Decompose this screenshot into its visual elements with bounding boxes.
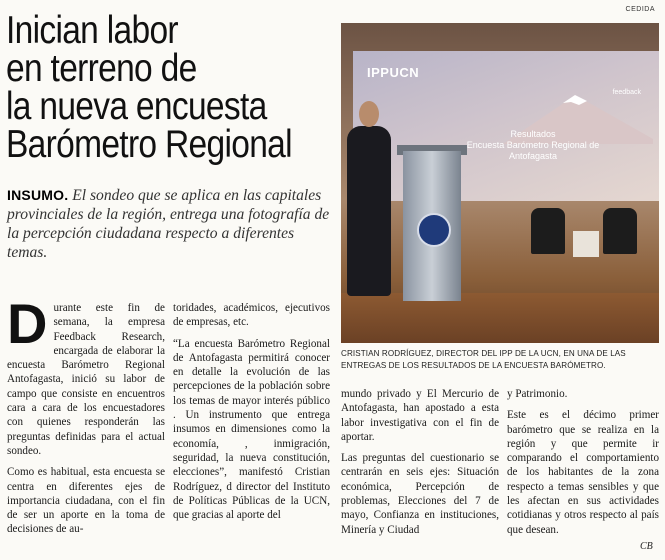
headline [6, 9, 292, 166]
photo-credit: CEDIDA [625, 6, 655, 13]
stage-chair [531, 208, 565, 254]
lede-kicker: INSUMO. [7, 187, 69, 203]
lede-text: El sondeo que se aplica en las capitales provinciales de la región, entrega una fotografía de la percepción ciudadana respecto a diferentes temas. [7, 187, 330, 261]
paragraph: Este es el décimo primer barómetro que se realiza en la región y que permite ir comparando el comportamiento de los habitantes de la zona respecto a temas sensibles y que les afectan en sus actividades cotidianas y otros respecto al país que desean. [507, 409, 659, 536]
university-seal [417, 213, 451, 247]
projection-screen [353, 51, 659, 201]
paragraph-text: urante este fin de semana, la empresa Feedback Research, encargada de elaborar la encuesta Barómetro Regional Antofagasta, inició su labor de campo que consiste en encuentros cara a cara de los encuestadores con quienes responderán las preguntas definidas para el actual sondeo. [7, 302, 165, 457]
headline-line-1: Inician labor [6, 9, 178, 52]
screen-title-line-3: Antofagasta [508, 151, 558, 161]
photo-caption: CRISTIAN RODRÍGUEZ, DIRECTOR DEL IPP DE LA UCN, EN UNA DE LAS ENTREGAS DE LOS RESULTADOS DE LA ENCUESTA BARÓMETRO. [341, 349, 626, 370]
screen-logo-right: feedback [612, 89, 641, 96]
body-column-1 [7, 292, 165, 537]
headline-line-4: Barómetro Regional [6, 123, 292, 166]
article-photo [341, 23, 659, 343]
headline-line-2: en terreno de [6, 47, 197, 90]
stage-floor [341, 293, 659, 343]
author-signature: CB [640, 541, 653, 552]
paragraph: “La encuesta Barómetro Regional de Antofagasta permitirá conocer en detalle la evolución de las percepciones de la población sobre los temas de mayor interés público . Un instrumento que entrega insumos en dimensiones como la economía, , inmigración, seguridad, la nueva constitución, elecciones”, manifestó Cristian Rodríguez, d director del Instituto de Políticas Públicas de la UCN, que gracias al aporte del [173, 337, 330, 522]
paragraph: mundo privado y El Mercurio de Antofagasta, han apostado a esta labor investigativa con el fin de aportar. [341, 388, 499, 443]
dropcap: D [7, 292, 48, 355]
screen-title-line-2: Encuesta Barómetro Regional de [466, 140, 600, 150]
body-column-3 [341, 387, 499, 537]
paragraph: y Patrimonio. [507, 388, 568, 400]
screen-title-line-1: Resultados [510, 129, 556, 139]
paragraph: Las preguntas del cuestionario se centrarán en seis ejes: Situación económica, Percepción de problemas, Elecciones del 7 de mayo, Confianza en instituciones, Minería y Ciudad [341, 452, 499, 536]
speaker-head [359, 101, 379, 127]
speaker-figure [347, 126, 391, 296]
headline-line-3: la nueva encuesta [6, 85, 267, 128]
paragraph: toridades, académicos, ejecutivos de empresas, etc. [173, 302, 330, 329]
screen-logo: IPPUCN [367, 65, 420, 80]
body-column-2 [173, 301, 330, 522]
body-column-4 [507, 387, 659, 537]
paragraph: Como es habitual, esta encuesta se centra en diferentes ejes de importancia ciudadana, con el fin de ser un aporte en la toma de decisiones de au- [7, 466, 165, 536]
lede [7, 186, 332, 262]
stage-chair [603, 208, 637, 254]
stage-table [573, 231, 599, 257]
paragraph [7, 292, 165, 458]
